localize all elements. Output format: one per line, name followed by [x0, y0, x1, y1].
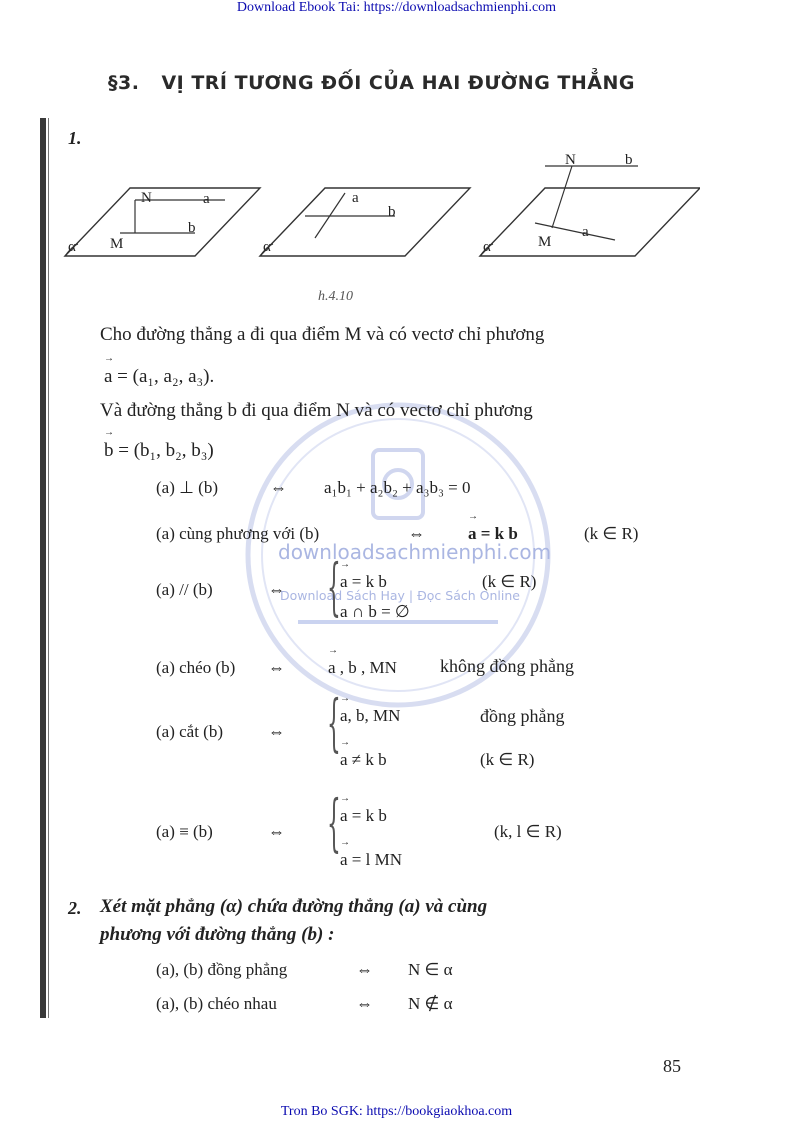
item-2-skew-right: N ∉ α — [408, 994, 453, 1013]
cond-coincide-left: (a) ≡ (b) — [156, 822, 213, 841]
label-a: a — [582, 224, 589, 240]
footer-link[interactable]: Tron Bo SGK: https://bookgiaokhoa.com — [280, 1104, 513, 1119]
cond-samedir-param: (k ∈ R) — [584, 524, 639, 543]
paragraph-line-2: Và đường thẳng b đi qua điểm N và có vectơ chỉ phương — [100, 400, 533, 421]
brace: { — [327, 550, 341, 623]
cond-coincide-expr1: → a = k b — [340, 806, 387, 826]
vec-a: → a = (a₁, a₂, a₃). — [104, 366, 214, 388]
margin-bar — [40, 118, 46, 1018]
item-2-heading-line-1: Xét mặt phẳng (α) chứa đường thẳng (a) và cùng — [100, 896, 488, 917]
label-b: b — [388, 204, 396, 220]
cond-parallel-expr1: → a = k b — [340, 572, 387, 592]
cond-skew-iff: ⇔ — [268, 658, 285, 677]
watermark-tagline: Download Sách Hay | Đọc Sách Online — [280, 588, 520, 603]
cond-coincide-expr2: → a = l MN — [340, 850, 402, 870]
header-link[interactable]: Download Ebook Tai: https://downloadsachmienphi.com — [236, 0, 557, 15]
cond-intersect-left: (a) cắt (b) — [156, 722, 224, 741]
cond-intersect-line2 — [340, 750, 387, 770]
cond-coincide-iff: ⇔ — [268, 822, 285, 841]
figure-plane-1 — [65, 188, 260, 256]
cond-skew-right — [328, 658, 397, 678]
cond-parallel-param: (k ∈ R) — [482, 572, 537, 591]
label-alpha: α — [68, 239, 76, 255]
label-N: N — [565, 152, 576, 168]
cond-perp-right: a₁b₁ + a₂b₂ + a₃b₃ = 0 — [324, 478, 471, 497]
cond-parallel-iff: ⇔ — [268, 580, 285, 599]
item-2-skew-iff: ⇔ — [356, 994, 373, 1013]
cond-skew-note: không đồng phẳng — [440, 656, 574, 676]
label-N: N — [141, 190, 152, 206]
page-title — [108, 72, 635, 94]
figure-plane-3 — [480, 152, 700, 256]
figure-caption: h.4.10 — [318, 289, 353, 304]
cond-intersect-param: (k ∈ R) — [480, 750, 535, 769]
cond-intersect-line1 — [340, 706, 400, 726]
label-alpha: α — [263, 239, 271, 255]
cond-coincide-line2 — [340, 850, 402, 870]
label-alpha: α — [483, 239, 491, 255]
cond-skew-vectors: → a , b , MN — [328, 658, 397, 678]
margin-bar-thin — [48, 118, 49, 1018]
label-b: b — [188, 220, 196, 236]
cond-intersect-note: đồng phẳng — [480, 706, 565, 726]
cond-parallel-left: (a) // (b) — [156, 580, 213, 599]
watermark-site: downloadsachmienphi.com — [278, 540, 552, 564]
item-2-skew-left: (a), (b) chéo nhau — [156, 994, 277, 1013]
label-M: M — [538, 234, 552, 250]
label-b: b — [625, 152, 633, 168]
cond-parallel-line1 — [340, 572, 387, 592]
cond-intersect-vectors: → a, b, MN — [340, 706, 400, 726]
cond-skew-left: (a) chéo (b) — [156, 658, 236, 677]
section-title: VỊ TRÍ TƯƠNG ĐỐI CỦA HAI ĐƯỜNG THẲNG — [161, 72, 635, 94]
cond-coincide-param: (k, l ∈ R) — [494, 822, 562, 841]
brace: { — [327, 786, 341, 859]
cond-perp-left: (a) ⊥ (b) — [156, 478, 218, 497]
figure-h4-10 — [60, 148, 700, 268]
cond-samedir-expr: → a = k b — [468, 524, 518, 544]
cond-samedir-left: (a) cùng phương với (b) — [156, 524, 320, 543]
vector-b-definition — [104, 440, 214, 462]
item-2-coplanar-left: (a), (b) đồng phẳng — [156, 960, 288, 979]
cond-coincide-line1 — [340, 806, 387, 826]
cond-parallel-line2: a ∩ b = ∅ — [340, 602, 410, 621]
item-2-number: 2. — [68, 898, 82, 918]
cond-perp-iff: ⇔ — [270, 478, 287, 497]
item-2-coplanar-right: N ∈ α — [408, 960, 453, 979]
cond-samedir-right — [468, 524, 518, 544]
vec-b: → b = (b₁, b₂, b₃) — [104, 440, 214, 462]
label-a: a — [203, 191, 210, 207]
cond-intersect-expr: → a ≠ k b — [340, 750, 387, 770]
label-M: M — [110, 236, 124, 252]
figure-plane-2 — [260, 188, 470, 256]
paragraph-line-1: Cho đường thẳng a đi qua điểm M và có vectơ chỉ phương — [100, 324, 545, 345]
item-1-number: 1. — [68, 128, 82, 148]
item-2-heading-line-2: phương với đường thẳng (b) : — [100, 924, 335, 945]
brace: { — [327, 686, 341, 759]
item-2-coplanar-iff: ⇔ — [356, 960, 373, 979]
vector-a-definition — [104, 366, 214, 388]
cond-intersect-iff: ⇔ — [268, 722, 285, 741]
cond-samedir-iff: ⇔ — [408, 524, 425, 543]
page-number: 85 — [663, 1056, 681, 1076]
label-a: a — [352, 190, 359, 206]
section-number: §3. — [108, 72, 140, 94]
